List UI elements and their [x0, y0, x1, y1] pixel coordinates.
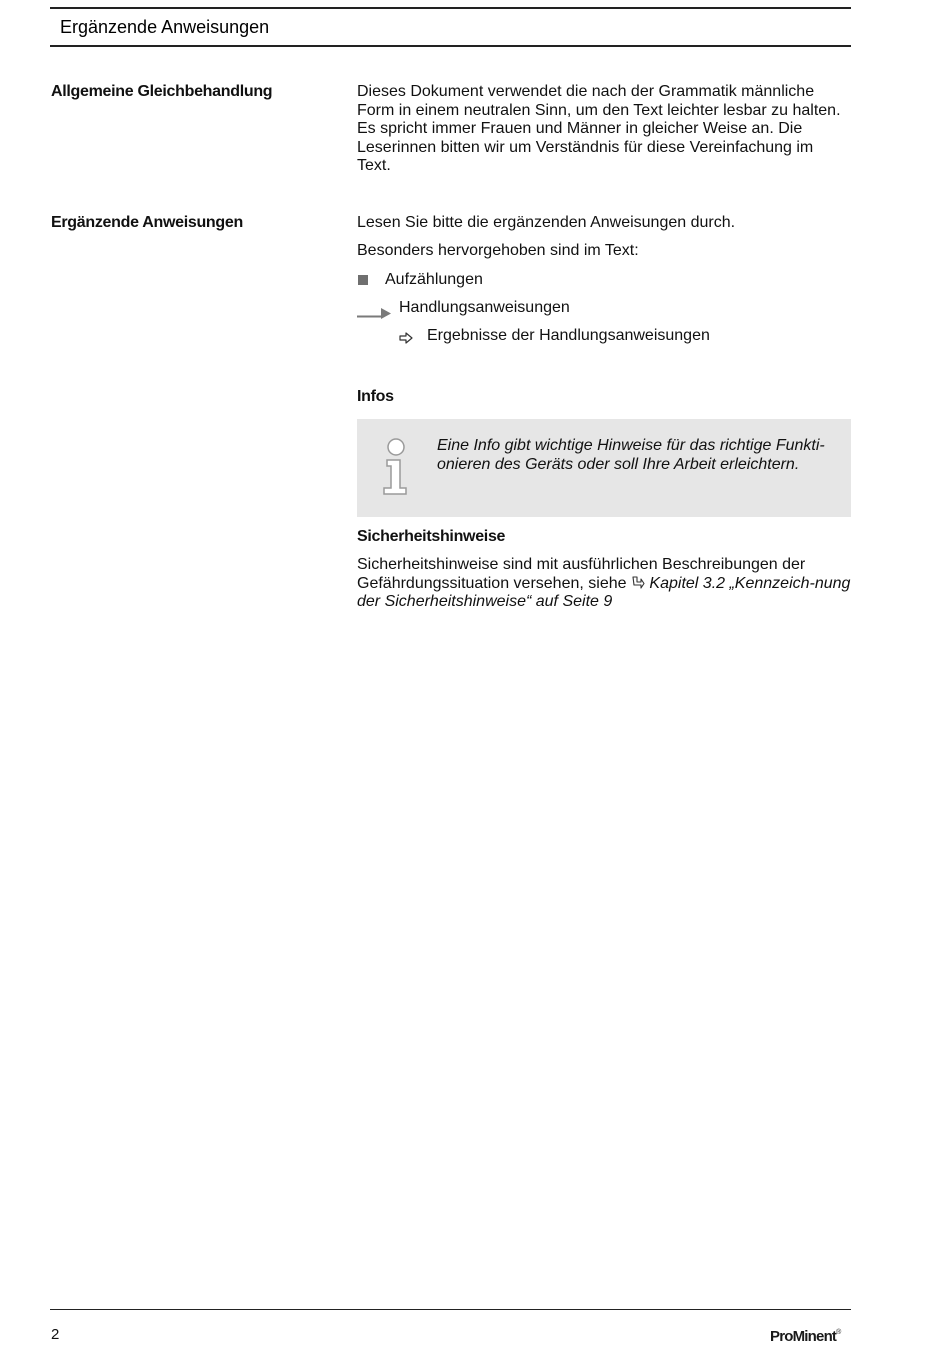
info-box [357, 419, 851, 517]
info-icon [379, 438, 413, 496]
safety-text: Sicherheitshinweise sind mit ausführlichen Beschreibungen der Gefährdungssituation versehen, siehe [357, 556, 806, 592]
instructions-intro: Lesen Sie bitte die ergänzenden Anweisungen durch. [357, 214, 736, 231]
instructions-highlighted: Besonders hervorgehoben sind im Text: [357, 242, 639, 259]
footer-rule [50, 1309, 851, 1310]
action-arrow-icon [357, 307, 391, 319]
page-header [50, 7, 851, 47]
logo-text: ProMinent [770, 1328, 837, 1345]
infos-heading: Infos [357, 388, 394, 405]
equality-text: Dieses Dokument verwendet die nach der Grammatik männliche Form in einem neutralen Sinn, um den Text leichter lesbar zu halten. Es spricht immer Frauen und Männer in gleicher Weise an. Die Leserinnen bitten wir um Verständnis für diese Vereinfachung im Text. [357, 83, 841, 174]
logo-mark: ® [836, 1329, 841, 1336]
cross-reference-icon [631, 575, 645, 589]
instructions-heading: Ergänzende Anweisungen [51, 214, 243, 231]
result-item: Ergebnisse der Handlungsanweisungen [427, 327, 710, 344]
list-bullet-icon [358, 275, 368, 285]
result-arrow-icon [399, 332, 413, 344]
safety-heading: Sicherheitshinweise [357, 528, 506, 545]
prominent-logo [770, 1328, 841, 1345]
equality-heading: Allgemeine Gleichbehandlung [51, 83, 273, 100]
page-number: 2 [51, 1326, 60, 1343]
info-text: Eine Info gibt wichtige Hinweise für das richtige Funkti-onieren des Geräts oder soll Ihre Arbeit erleichtern. [437, 437, 825, 473]
header-title: Ergänzende Anweisungen [60, 17, 270, 37]
action-item: Handlungsanweisungen [399, 299, 570, 316]
list-item: Aufzählungen [385, 271, 483, 288]
safety-paragraph [357, 556, 851, 612]
safety-link[interactable]: Kapitel 3.2 „Kennzeich-nung der Sicherheitshinweise“ auf Seite 9 [357, 574, 851, 610]
